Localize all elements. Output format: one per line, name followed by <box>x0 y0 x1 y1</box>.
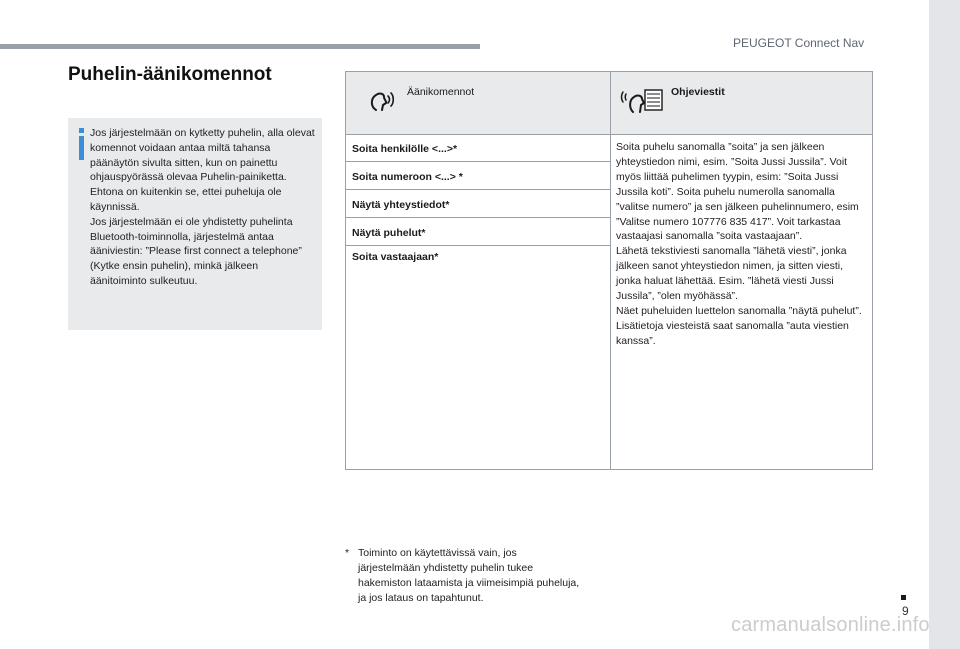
help-paragraph: Lähetä tekstiviesti sanomalla ”lähetä viesti”, jonka jälkeen sanot yhteystiedon nimen, ja sitten viesti, jonka haluat lähettää. Esim. ”lähetä viesti Jussi Jussila”, ”olen myöhässä”. <box>616 245 847 303</box>
info-paragraph: Jos järjestelmään on kytketty puhelin, alla olevat komennot voidaan antaa miltä tahansa päänäytön sivulta sitten, kun on painettu ohjauspyörässä olevaa Puhelin-painiketta. Ehtona on kuitenkin se, ettei puheluja ole käynnissä. <box>90 127 315 213</box>
page-number: 9 <box>902 604 909 618</box>
voice-command-table <box>345 71 873 470</box>
footnote-text: Toiminto on käytettävissä vain, jos järjestelmään yhdistetty puhelin tukee hakemiston lataamista ja viimeisimpiä puheluja, ja jos lataus on tapahtunut. <box>358 547 580 604</box>
table-row <box>346 134 610 162</box>
speaking-head-screen-icon <box>619 84 665 114</box>
page-title: Puhelin-äänikomennot <box>68 64 272 85</box>
command-label: Näytä puhelut* <box>352 227 426 239</box>
footnote-marker: * <box>345 547 350 559</box>
col-header-help-messages: Ohjeviestit <box>671 86 725 98</box>
table-row <box>346 190 610 218</box>
help-paragraph: Soita puhelu sanomalla ”soita” ja sen jälkeen yhteystiedon nimi, esim. ”Soita Jussi Jussila”. Voit myös liittää puhelimen tyypin, esim: ”Soita Jussi Jussila koti”. Soita puhelu numerolla sanomalla ”valitse numero” ja sen jälkeen puhelinnumero, esim ”Valitse numero 107776 835 417”. Voit tarkastaa vastaajasi sanomalla ”soita vastaajaan”. <box>616 141 859 243</box>
table-row <box>346 246 610 469</box>
help-paragraph: Näet puheluiden luettelon sanomalla ”näytä puhelut”. Lisätietoja viesteistä saat sanomalla ”auta viestien kanssa”. <box>616 304 862 347</box>
table-row <box>346 218 610 246</box>
table-header-row <box>346 72 872 135</box>
command-label: Soita numeroon <...> * <box>352 171 463 183</box>
info-box <box>68 118 322 330</box>
column-divider <box>610 72 611 469</box>
command-label: Näytä yhteystiedot* <box>352 199 450 211</box>
command-label: Soita henkilölle <...>* <box>352 143 458 155</box>
footnote <box>345 546 580 606</box>
speaking-head-icon <box>366 86 398 112</box>
right-edge-strip <box>929 0 960 649</box>
info-text <box>90 126 316 289</box>
top-decorative-bar <box>0 44 480 49</box>
help-text <box>616 140 864 349</box>
info-icon <box>78 128 84 158</box>
col-header-voice-commands: Äänikomennot <box>407 86 475 98</box>
page-marker <box>901 595 906 600</box>
info-paragraph: Jos järjestelmään ei ole yhdistetty puhelinta Bluetooth-toiminnolla, järjestelmä antaa ääniviestin: ”Please first connect a telephone” (Kytke ensin puhelin), minkä jälkeen äänitoiminto sulkeutuu. <box>90 215 302 287</box>
table-row <box>346 162 610 190</box>
header-brand: PEUGEOT Connect Nav <box>733 36 865 50</box>
watermark: carmanualsonline.info <box>731 614 930 636</box>
command-label: Soita vastaajaan* <box>352 251 439 263</box>
